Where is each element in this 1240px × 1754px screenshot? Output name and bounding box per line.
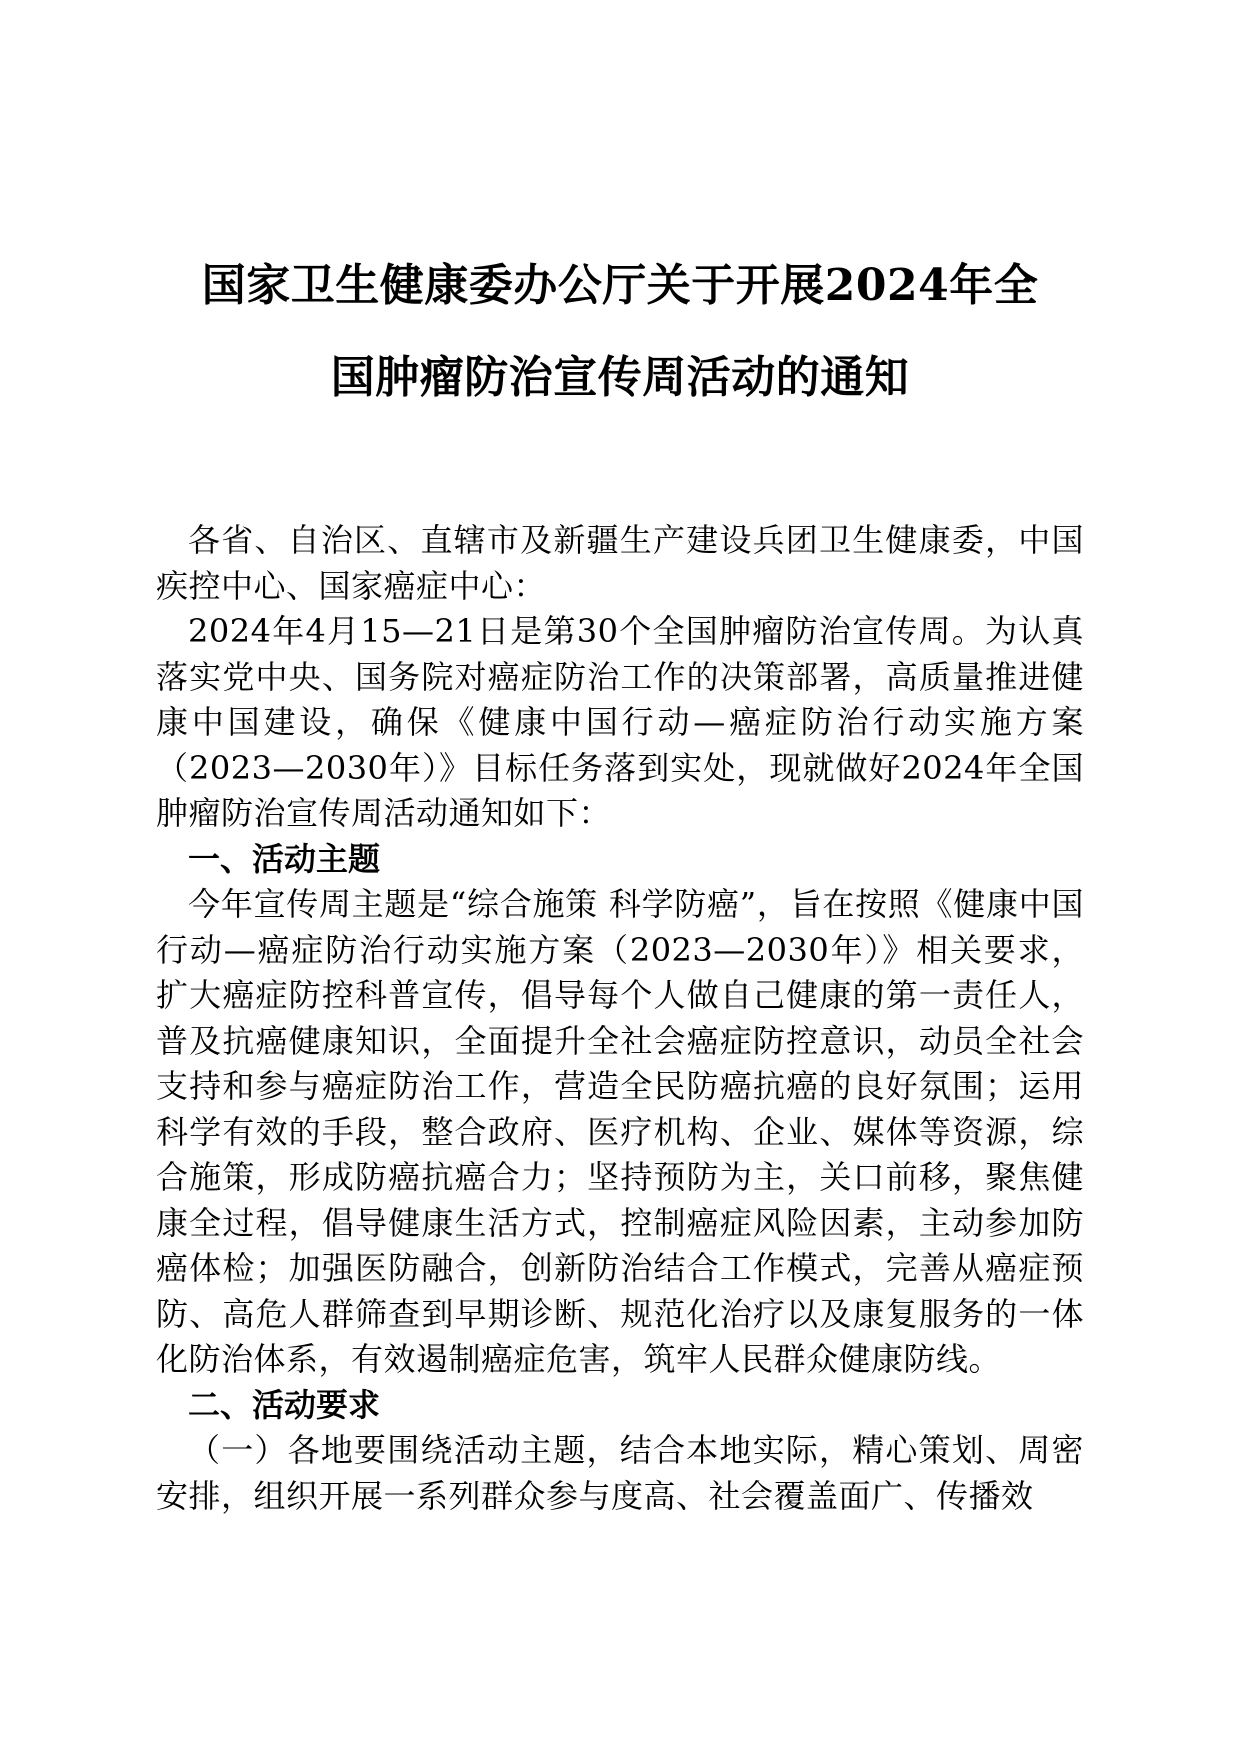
document-body (156, 518, 1084, 1519)
section-heading-theme: 一、活动主题 (188, 839, 381, 878)
intro-paragraph: 2024年4月15—21日是第30个全国肿瘤防治宣传周。为认真落实党中央、国务院对癌症防治工作的决策部署，高质量推进健康中国建设，确保《健康中国行动—癌症防治行动实施方案（2023—2030年）》目标任务落到实处，现就做好2024年全国肿瘤防治宣传周活动通知如下： (156, 612, 1084, 832)
addressee-paragraph: 各省、自治区、直辖市及新疆生产建设兵团卫生健康委，中国疾控中心、国家癌症中心： (156, 521, 1084, 605)
requirements-paragraph: （一）各地要围绕活动主题，结合本地实际，精心策划、周密安排，组织开展一系列群众参与度高、社会覆盖面广、传播效 (156, 1431, 1084, 1515)
theme-paragraph: 今年宣传周主题是“综合施策 科学防癌”，旨在按照《健康中国行动—癌症防治行动实施方案（2023—2030年）》相关要求，扩大癌症防控科普宣传，倡导每个人做自己健康的第一责任人，普及抗癌健康知识，全面提升全社会癌症防控意识，动员全社会支持和参与癌症防治工作，营造全民防癌抗癌的良好氛围；运用科学有效的手段，整合政府、医疗机构、企业、媒体等资源，综合施策，形成防癌抗癌合力；坚持预防为主，关口前移，聚焦健康全过程，倡导健康生活方式，控制癌症风险因素，主动参加防癌体检；加强医防融合，创新防治结合工作模式，完善从癌症预防、高危人群筛查到早期诊断、规范化治疗以及康复服务的一体化防治体系，有效遏制癌症危害，筑牢人民群众健康防线。 (156, 885, 1084, 1378)
section-heading-requirements: 二、活动要求 (188, 1385, 381, 1424)
document-title-line-1: 国家卫生健康委办公厅关于开展2024年全 (201, 260, 1039, 311)
document-title-line-2: 国肿瘤防治宣传周活动的通知 (330, 352, 910, 403)
